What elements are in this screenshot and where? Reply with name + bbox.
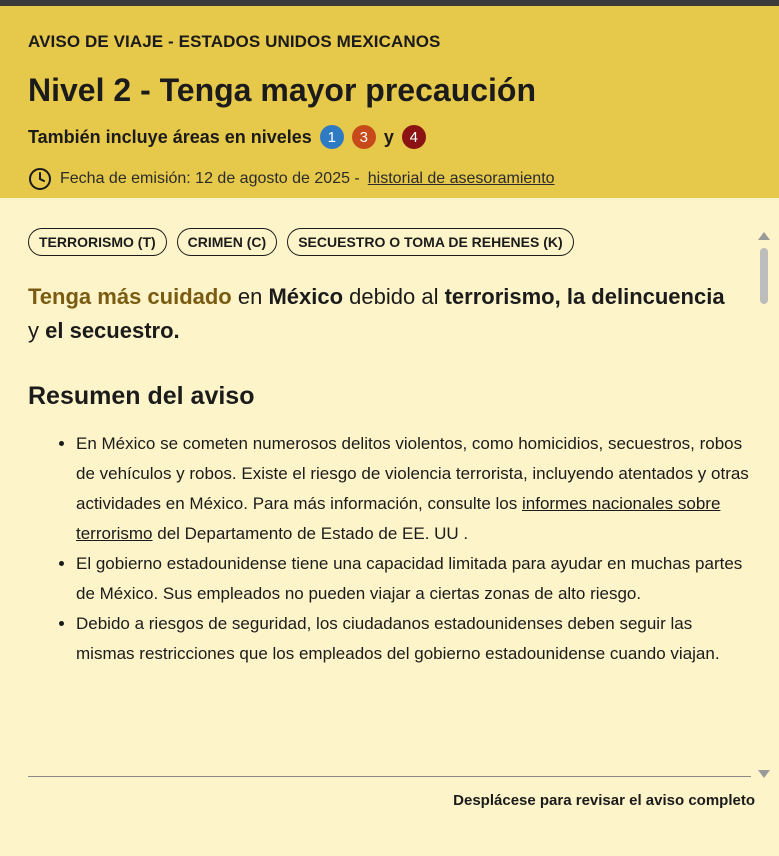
level-1-badge: 1 xyxy=(320,125,344,149)
advisory-header xyxy=(0,6,779,198)
lead-risk-1: terrorismo, la delincuencia xyxy=(444,284,725,309)
lead-text: debido al xyxy=(343,284,445,309)
advisory-content xyxy=(0,198,779,838)
advisory-lead xyxy=(28,280,740,348)
lead-text: y xyxy=(28,318,46,343)
list-item-text: del Departamento de Estado de EE. UU . xyxy=(152,524,469,543)
level-4-badge: 4 xyxy=(402,125,426,149)
issue-date: Fecha de emisión: 12 de agosto de 2025 - xyxy=(60,170,360,187)
scrollbar[interactable] xyxy=(757,232,771,778)
scroll-hint: Desplácese para revisar el aviso completo xyxy=(453,792,755,809)
list-item: • Debido a riesgos de seguridad, los ciudadanos estadounidenses deben seguir las mismas restricciones que los empleados del gobierno estadounidense cuando viajan. xyxy=(76,609,752,669)
scrollbar-thumb[interactable] xyxy=(760,248,768,304)
divider xyxy=(28,776,751,777)
advisory-eyebrow: AVISO DE VIAJE - ESTADOS UNIDOS MEXICANOS xyxy=(28,32,441,51)
scroll-up-arrow[interactable] xyxy=(758,232,770,240)
scroll-down-arrow[interactable] xyxy=(758,770,770,778)
lead-text: en xyxy=(231,284,269,309)
levels-label: También incluye áreas en niveles xyxy=(28,126,312,147)
summary-list xyxy=(28,429,752,669)
advisory-title: Nivel 2 - Tenga mayor precaución xyxy=(28,72,537,108)
lead-risk-2: el secuestro. xyxy=(45,318,180,343)
scrollable-region[interactable] xyxy=(28,228,754,776)
included-levels xyxy=(28,125,751,149)
levels-joiner: y xyxy=(383,126,394,147)
lead-highlight: Tenga más cuidado xyxy=(28,284,232,309)
tag-crime[interactable]: CRIMEN (C) xyxy=(177,228,278,256)
lead-country: México xyxy=(268,284,344,309)
summary-heading: Resumen del aviso xyxy=(28,382,255,410)
list-item: • El gobierno estadounidense tiene una capacidad limitada para ayudar en muchas partes de México. Sus empleados no pueden viajar a ciertas zonas de alto riesgo. xyxy=(76,549,752,609)
terrorism-reports-link[interactable]: informes nacionales sobre terrorismo xyxy=(76,494,721,543)
tag-terrorism[interactable]: TERRORISMO (T) xyxy=(28,228,167,256)
list-item xyxy=(76,429,752,549)
list-item-text: En México se cometen numerosos delitos violentos, como homicidios, secuestros, robos de vehículos y robos. Existe el riesgo de violencia terrorista, incluyendo atentados y otras actividades en México. Para más información, consulte los xyxy=(76,434,749,513)
advisory-history-link[interactable]: historial de asesoramiento xyxy=(367,170,555,187)
clock-icon xyxy=(28,167,52,191)
tag-kidnapping[interactable]: SECUESTRO O TOMA DE REHENES (K) xyxy=(287,228,573,256)
risk-tags xyxy=(28,228,754,256)
level-3-badge: 3 xyxy=(352,125,376,149)
issue-date-row xyxy=(28,167,751,191)
